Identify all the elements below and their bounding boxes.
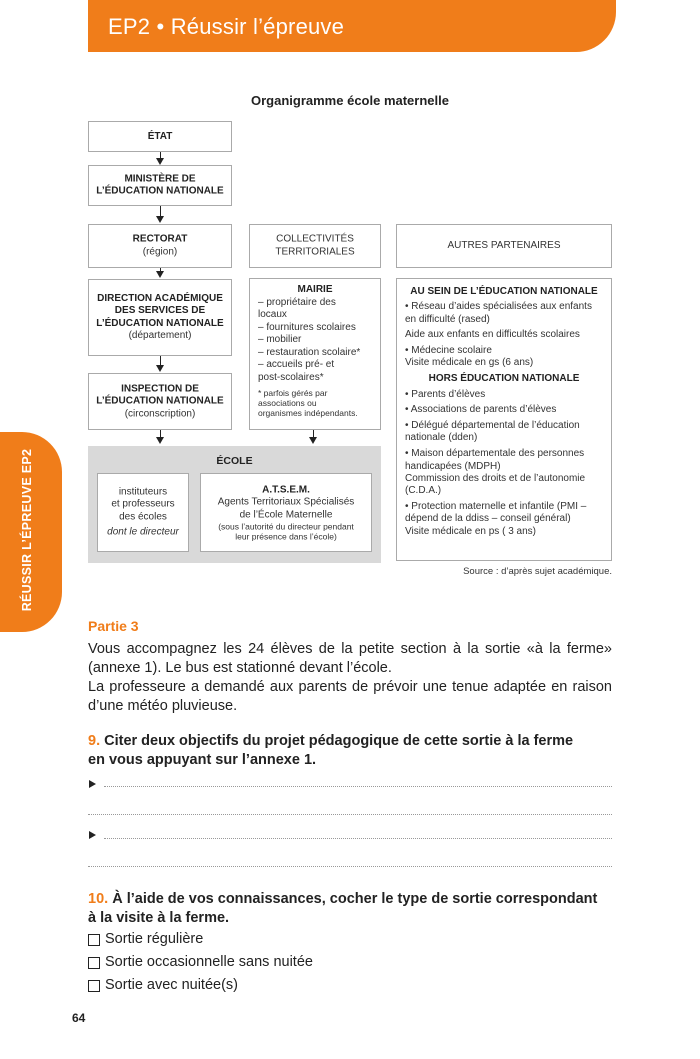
partner-item: Aide aux enfants en difficultés scolaires [405,329,580,341]
inspection-sub: (circonscription) [124,407,196,419]
partner-item: • Associations de parents d’élèves [405,404,557,416]
direction-line-1: DIRECTION ACADÉMIQUE [97,292,223,304]
atsem-line: Agents Territoriaux Spécialisés [217,496,355,508]
hors-heading: HORS ÉDUCATION NATIONALE [428,373,580,385]
rectorat-sub: (région) [142,246,178,257]
partner-item: • Réseau d’aides spécialisées aux enfants en difficulté (rased) [405,301,592,325]
inspection-line-2: L’ÉDUCATION NATIONALE [96,395,224,407]
atsem-box [200,473,372,552]
arrow-icon [156,437,164,444]
mairie-item: – fournitures scolaires [258,321,356,333]
direction-academique-box [88,279,232,356]
partner-item: Visite médicale en ps ( 3 ans) [405,525,536,537]
answer-line[interactable] [104,786,612,787]
mairie-note: organismes indépendants. [258,408,358,418]
atsem-line: de l’École Maternelle [239,508,333,520]
partners-list [396,278,612,561]
direction-line-3: L’ÉDUCATION NATIONALE [96,317,224,329]
paragraph-line: (annexe 1). Le bus est stationné devant l’école. [88,660,392,676]
triangle-bullet-icon [89,831,96,839]
mairie-box [249,278,381,430]
answer-line[interactable] [104,838,612,839]
partner-item: • Médecine scolaire [405,345,492,357]
option-label: Sortie occasionnelle sans nuitée [105,954,313,970]
paragraph-line: La professeure a demandé aux parents de prévoir une tenue adaptée en raison [88,679,612,695]
answer-line[interactable] [88,814,612,815]
header-title: EP2 • Réussir l’épreuve [108,14,345,39]
collectivites-box [249,224,381,268]
rectorat-box [88,224,232,268]
partner-item: • Protection maternelle et infantile (PMI – dépend de la ddiss – conseil général) [405,500,587,525]
etat-label: ÉTAT [147,130,173,142]
mairie-item: post-scolaires* [258,371,324,383]
paragraph-line: Vous accompagnez les 24 élèves de la petite section à la sortie «à la ferme» [88,641,612,657]
instituteurs-note: dont le directeur [107,526,179,538]
option-sortie-occasionnelle[interactable] [88,954,313,970]
mairie-note: associations ou [258,398,317,408]
direction-line-2: DES SERVICES DE [114,305,206,316]
partner-item: • Parents d’élèves [405,388,486,400]
question-number: 10. [88,891,109,907]
instituteurs-line: des écoles [119,511,167,522]
question-text: Citer deux objectifs du projet pédagogique de cette sortie à la ferme [100,733,574,749]
question-text: en vous appuyant sur l’annexe 1. [88,752,317,768]
arrow-icon [309,437,317,444]
triangle-bullet-icon [89,780,96,788]
mairie-item: – mobilier [258,334,302,345]
arrow-icon [156,158,164,165]
paragraph-line: d’une météo pluvieuse. [88,698,238,714]
partner-item: Commission des droits et de l’autonomie (C.D.A.) [405,472,586,497]
au-sein-heading: AU SEIN DE L’ÉDUCATION NATIONALE [410,286,598,297]
partner-item: Visite médicale en gs (6 ans) [405,357,534,369]
instituteurs-line: instituteurs [118,486,168,497]
mairie-title: MAIRIE [297,284,333,295]
question-text: à la visite à la ferme. [88,910,230,926]
ministere-line-2: L’ÉDUCATION NATIONALE [96,185,224,197]
checkbox[interactable] [88,980,100,992]
etat-box [88,121,232,152]
page-number: 64 [72,1011,86,1025]
partner-item: • Délégué départemental de l’éducation nationale (dden) [405,420,580,444]
checkbox[interactable] [88,957,100,969]
question-9 [88,732,612,770]
partie-paragraph [88,640,612,716]
question-text: À l’aide de vos connaissances, cocher le type de sortie correspondant [108,891,598,907]
option-sortie-nuitee[interactable] [88,977,238,993]
autres-partenaires-label: AUTRES PARTENAIRES [447,239,561,251]
instituteurs-line: et professeurs [111,498,175,510]
arrow-icon [156,365,164,372]
direction-sub: (département) [128,330,192,341]
org-chart-title: Organigramme école maternelle [251,93,449,108]
side-tab-label: RÉUSSIR L’ÉPREUVE EP2 [20,448,34,612]
rectorat-label: RECTORAT [132,233,188,245]
atsem-note: (sous l’autorité du directeur pendant [218,521,354,532]
collectivites-line-1: COLLECTIVITÉS [276,233,354,245]
partie-heading: Partie 3 [88,618,139,634]
mairie-item: – propriétaire des [258,296,336,308]
atsem-note: leur présence dans l’école) [235,531,337,542]
question-10 [88,890,612,928]
collectivites-line-2: TERRITORIALES [275,246,355,257]
ministere-line-1: MINISTÈRE DE [124,173,196,184]
ecole-label: ÉCOLE [216,455,253,467]
option-label: Sortie régulière [105,931,204,947]
mairie-item: – accueils pré- et [258,359,335,370]
autres-partenaires-box [396,224,612,268]
source-note: Source : d’après sujet académique. [463,566,612,577]
option-label: Sortie avec nuitée(s) [105,977,238,993]
answer-line[interactable] [88,866,612,867]
inspection-line-1: INSPECTION DE [121,382,199,394]
mairie-note: * parfois gérés par [258,388,328,398]
arrow-icon [156,271,164,278]
arrow-icon [156,216,164,223]
inspection-box [88,373,232,430]
mairie-item: – restauration scolaire* [258,346,361,358]
question-number: 9. [88,733,101,749]
instituteurs-box [97,473,189,552]
partner-item: • Maison départementale des personnes handicapées (MDPH) [405,448,585,472]
mairie-item: locaux [258,309,287,320]
atsem-title: A.T.S.E.M. [262,483,310,495]
checkbox[interactable] [88,934,100,946]
ministere-box [88,165,232,206]
option-sortie-reguliere[interactable] [88,931,203,947]
